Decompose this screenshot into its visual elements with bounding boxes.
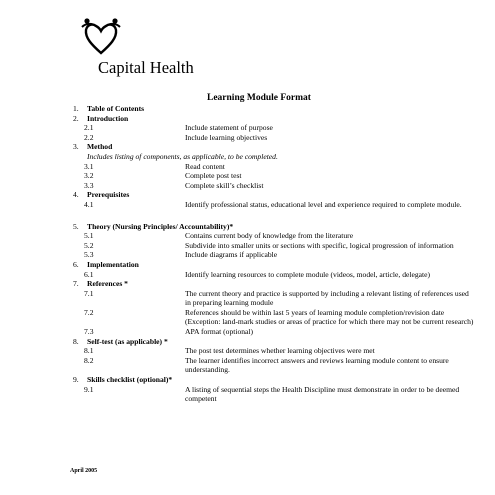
subsection-item xyxy=(0,133,495,143)
subsection-number: 3.3 xyxy=(84,180,94,190)
subsection-text: APA format (optional) xyxy=(185,327,254,337)
subsection-number: 7.1 xyxy=(84,288,94,298)
subsection-item xyxy=(0,346,495,356)
section-heading xyxy=(0,114,495,124)
section-title: Method xyxy=(87,142,113,152)
section-heading xyxy=(0,279,495,289)
subsection-text: The learner identifies incorrect answers and reviews learning module content to ensure understanding. xyxy=(185,355,449,375)
section-heading xyxy=(0,260,495,270)
subsection-number: 5.3 xyxy=(84,250,94,260)
organization-name: Capital Health xyxy=(98,58,194,77)
subsection-number: 5.2 xyxy=(84,240,94,250)
subsection-item xyxy=(0,231,495,241)
section-number: 3. xyxy=(73,142,79,152)
document-title: Learning Module Format xyxy=(207,93,311,103)
subsection-item xyxy=(0,250,495,260)
subsection-item xyxy=(0,327,495,337)
section-heading xyxy=(0,222,495,232)
section-number: 6. xyxy=(73,259,79,269)
subsection-text: A listing of sequential steps the Health Discipline must demonstrate in order to be deemed competent xyxy=(185,384,460,404)
section-number: 9. xyxy=(73,375,79,385)
subsection-text: Include statement of purpose xyxy=(185,123,273,133)
subsection-item xyxy=(0,270,495,280)
subsection-text: The post test determines whether learning objectives were met xyxy=(185,346,375,356)
subsection-text: Include diagrams if applicable xyxy=(185,250,278,260)
subsection-item xyxy=(0,123,495,133)
subsection-number: 5.1 xyxy=(84,231,94,241)
heart-figures-logo-icon xyxy=(80,17,122,57)
subsection-number: 2.1 xyxy=(84,123,94,133)
section-number: 4. xyxy=(73,190,79,200)
subsection-number: 8.2 xyxy=(84,355,94,365)
subsection-text: Read content xyxy=(185,161,225,171)
subsection-text: Identify learning resources to complete module (videos, model, article, delegate) xyxy=(185,269,431,279)
subsection-number: 7.3 xyxy=(84,327,94,337)
section-heading xyxy=(0,337,495,347)
subsection-number: 3.2 xyxy=(84,171,94,181)
subsection-item xyxy=(0,385,495,404)
subsection-item xyxy=(0,181,495,191)
subsection-item xyxy=(0,162,495,172)
subsection-text: Contains current body of knowledge from the literature xyxy=(185,231,354,241)
section-heading xyxy=(0,104,495,114)
subsection-text: Identify professional status, educational level and experience required to complete module. xyxy=(185,199,462,209)
subsection-number: 3.1 xyxy=(84,161,94,171)
section-number: 5. xyxy=(73,221,79,231)
subsection-item xyxy=(0,241,495,251)
outline-list xyxy=(0,104,495,404)
section-title: Implementation xyxy=(87,259,139,269)
subsection-number: 2.2 xyxy=(84,132,94,142)
subsection-number: 6.1 xyxy=(84,269,94,279)
section-title: Theory (Nursing Principles/ Accountability)* xyxy=(87,221,234,231)
section-number: 1. xyxy=(73,104,79,113)
subsection-number: 9.1 xyxy=(84,384,94,394)
section-title: Introduction xyxy=(87,113,129,123)
section-title: References * xyxy=(87,279,128,289)
subsection-text: Complete post test xyxy=(185,171,242,181)
subsection-number: 4.1 xyxy=(84,199,94,209)
subsection-text: The current theory and practice is supported by including a relevant listing of references used in preparing learning module xyxy=(185,288,469,308)
section-number: 8. xyxy=(73,336,79,346)
subsection-number: 8.1 xyxy=(84,346,94,356)
section-number: 2. xyxy=(73,113,79,123)
section-title: Skills checklist (optional)* xyxy=(87,375,173,385)
subsection-item xyxy=(0,308,495,327)
section-note: Includes listing of components, as applicable, to be completed. xyxy=(87,151,278,161)
subsection-text: Complete skill’s checklist xyxy=(185,180,264,190)
subsection-text: Include learning objectives xyxy=(185,132,268,142)
subsection-number: 7.2 xyxy=(84,307,94,317)
section-spacer xyxy=(0,210,495,222)
subsection-item xyxy=(0,289,495,308)
section-title: Table of Contents xyxy=(87,104,145,113)
section-number: 7. xyxy=(73,279,79,289)
section-title: Prerequisites xyxy=(87,190,130,200)
subsection-item xyxy=(0,356,495,375)
subsection-text: Subdivide into smaller units or sections with specific, logical progression of information xyxy=(185,240,454,250)
section-heading xyxy=(0,190,495,200)
section-heading xyxy=(0,142,495,152)
subsection-item xyxy=(0,200,495,210)
subsection-text: References should be within last 5 years of learning module completion/revision date (Exception: land-mark studies or areas of practice for which there may not be current research) xyxy=(185,307,474,327)
footer-date: April 2005 xyxy=(70,468,98,474)
section-heading xyxy=(0,375,495,385)
section-title: Self-test (as applicable) * xyxy=(87,336,168,346)
subsection-item xyxy=(0,171,495,181)
